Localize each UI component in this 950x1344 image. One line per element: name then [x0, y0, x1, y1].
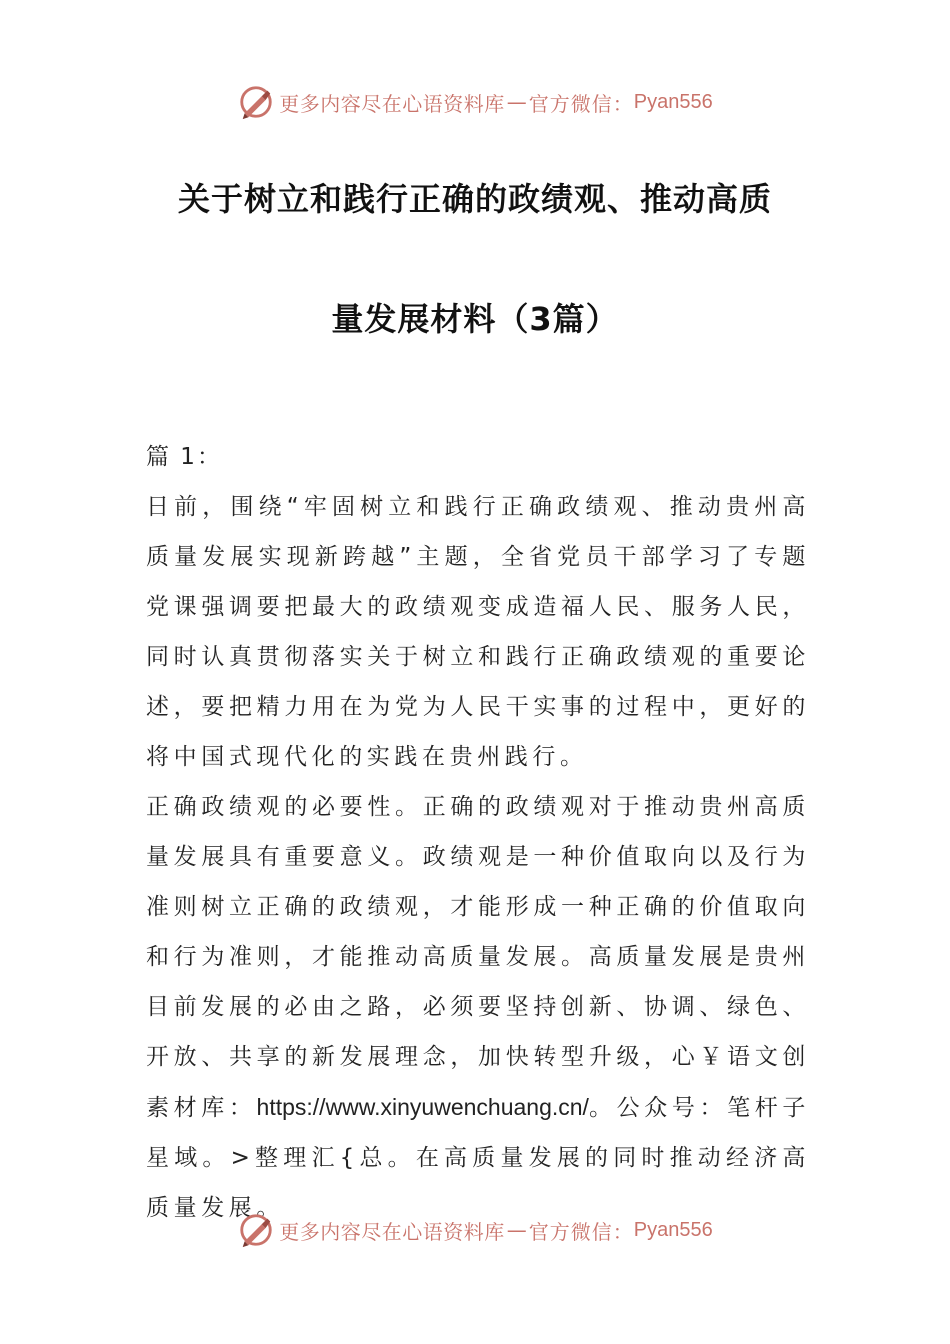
- watermark-separator: —: [506, 1218, 527, 1242]
- watermark-wechat-id: Pyan556: [633, 90, 713, 113]
- watermark-slogan: 更多内容尽在心语资料库: [279, 1219, 505, 1244]
- pen-logo-icon: [237, 83, 275, 121]
- header-watermark: [0, 80, 950, 124]
- watermark-wechat-id: Pyan556: [633, 1218, 713, 1241]
- source-url-link[interactable]: https://www.xinyuwenchuang.cn/: [256, 1094, 589, 1120]
- paragraph-2-text-b: 。公众号：笔杆子星域。>整理汇{总。在高质量发展的同时推动经济高质量发展。: [146, 1095, 810, 1221]
- pen-logo-icon: [237, 1211, 275, 1249]
- watermark-separator: —: [506, 90, 527, 114]
- document-body: [146, 432, 810, 1233]
- paragraph-1: 日前，围绕“牢固树立和践行正确政绩观、推动贵州高质量发展实现新跨越”主题，全省党员干部学习了专题党课强调要把最大的政绩观变成造福人民、服务人民，同时认真贯彻落实关于树立和践行正确政绩观的重要论述，要把精力用在为党为人民干实事的过程中，更好的将中国式现代化的实践在贵州践行。: [146, 494, 810, 770]
- watermark-contact-label: 官方微信：: [528, 91, 634, 116]
- document-title-line-1: 关于树立和践行正确的政绩观、推动高质: [177, 180, 772, 218]
- footer-watermark: [0, 1208, 950, 1252]
- watermark-slogan: 更多内容尽在心语资料库: [279, 91, 505, 116]
- document-title-line-2: 量发展材料（3篇）: [331, 300, 619, 338]
- paragraph-2: [146, 782, 810, 1233]
- watermark-contact-label: 官方微信：: [528, 1219, 634, 1244]
- section-label: 篇 1：: [146, 444, 222, 470]
- paragraph-2-text-a: 正确政绩观的必要性。正确的政绩观对于推动贵州高质量发展具有重要意义。政绩观是一种价值取向以及行为准则树立正确的政绩观，才能形成一种正确的价值取向和行为准则，才能推动高质量发展。高质量发展是贵州目前发展的必由之路，必须要坚持创新、协调、绿色、开放、共享的新发展理念，加快转型升级，心￥语文创素材库：: [146, 794, 810, 1121]
